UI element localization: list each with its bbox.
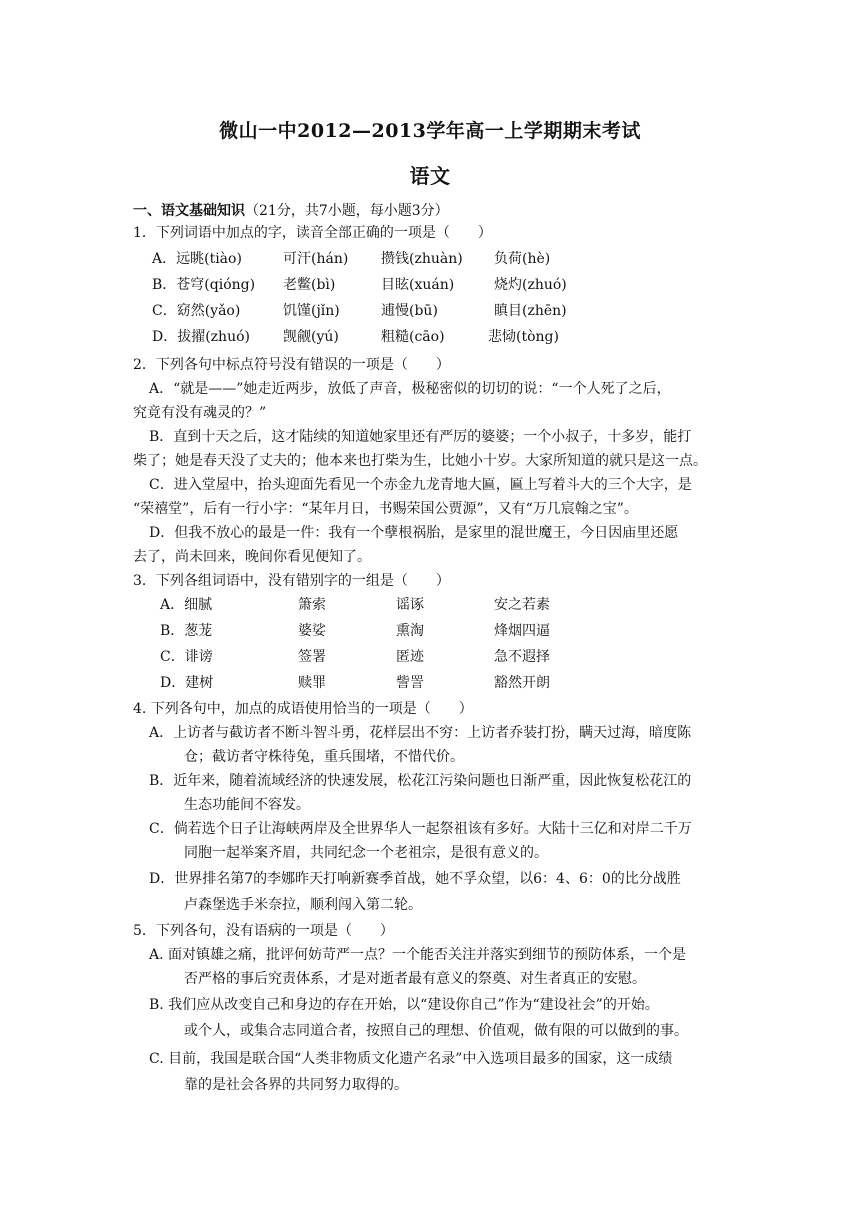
exam-title: 微山一中2012—2013学年高一上学期期末考试 xyxy=(219,120,641,142)
exam-subject: 语文 xyxy=(409,164,451,188)
q3-option-d-2: 赎罪 xyxy=(298,675,326,691)
q4-option-d: D．世界排名第7的李娜昨天打响新赛季首战，她不孚众望，以6：4、6：0的比分战胜 xyxy=(149,871,681,887)
q4-option-b-cont: 生态功能间不容发。 xyxy=(184,797,310,813)
q3-option-d-1: D．建树 xyxy=(160,675,214,691)
q3-option-c-3: 匿迹 xyxy=(396,649,424,665)
question-2-stem: 2．下列各句中标点符号没有错误的一项是（ ） xyxy=(133,357,450,373)
q1-option-d-4: 悲恸(tòng) xyxy=(488,329,559,345)
q1-option-b-4: 烧灼(zhuó) xyxy=(494,277,567,293)
q3-option-b-3: 熏淘 xyxy=(396,623,424,639)
q1-option-d-3: 粗糙(cāo) xyxy=(381,329,445,345)
question-1-stem: 1．下列词语中加点的字，读音全部正确的一项是（ ） xyxy=(133,225,492,241)
q1-option-b-2: 老鳖(bì) xyxy=(283,277,336,293)
q5-option-c: C. 目前，我国是联合国“人类非物质文化遗产名录”中入选项目最多的国家，这一成绩 xyxy=(149,1051,673,1067)
q1-option-c-1: C．窈然(yǎo) xyxy=(152,303,241,319)
q3-option-d-3: 訾詈 xyxy=(396,675,424,691)
q4-option-c-cont: 同胞一起举案齐眉，共同纪念一个老祖宗，是很有意义的。 xyxy=(184,845,548,861)
q3-option-a-3: 谣诼 xyxy=(396,597,424,613)
q1-option-a-1: A．远眺(tiào) xyxy=(152,251,242,267)
q1-option-c-2: 饥馑(jǐn) xyxy=(283,303,340,319)
q3-option-c-1: C．诽谤 xyxy=(160,649,213,665)
q1-option-a-2: 可汗(hán) xyxy=(283,251,349,267)
q2-option-d: D．但我不放心的最是一件：我有一个孽根祸胎，是家里的混世魔王，今日因庙里还愿 xyxy=(149,525,679,541)
q1-option-b-3: 目眩(xuán) xyxy=(381,277,455,293)
q1-option-d-2: 觊觎(yú) xyxy=(283,329,339,345)
q2-option-a-cont: 究竟有没有魂灵的？” xyxy=(133,405,267,421)
q2-option-d-cont: 去了，尚未回来，晚间你看见便知了。 xyxy=(133,549,371,565)
q4-option-d-cont: 卢森堡选手米奈拉，顺利闯入第二轮。 xyxy=(184,897,422,913)
q2-option-c-cont: “荣禧堂”，后有一行小字：“某年月日，书赐荣国公贾源”，又有“万几宸翰之宝”。 xyxy=(133,501,638,517)
q2-option-a: A．“就是——”她走近两步，放低了声音，极秘密似的切切的说：“一个人死了之后， xyxy=(149,381,671,397)
question-4-stem: 4. 下列各句中，加点的成语使用恰当的一项是（ ） xyxy=(133,701,473,717)
q1-option-c-4: 瞋目(zhēn) xyxy=(494,303,567,319)
q5-option-b: B. 我们应从改变自己和身边的存在开始，以“建设你自己”作为“建设社会”的开始。 xyxy=(149,997,659,1013)
section-heading xyxy=(133,202,449,220)
q3-option-a-1: A．细腻 xyxy=(160,597,213,613)
q1-option-a-4: 负荷(hè) xyxy=(494,251,551,267)
q3-option-c-4: 急不遐择 xyxy=(494,649,550,665)
q4-option-a: A．上访者与截访者不断斗智斗勇，花样层出不穷：上访者乔装打扮，瞒天过海，暗度陈 xyxy=(149,725,692,741)
q1-option-b-1: B．苍穹(qióng) xyxy=(152,277,256,293)
q4-option-b: B．近年来，随着流域经济的快速发展，松花江污染问题也日渐严重，因此恢复松花江的 xyxy=(149,773,692,789)
q2-option-c: C．进入堂屋中，抬头迎面先看见一个赤金九龙青地大匾，匾上写着斗大的三个大字，是 xyxy=(149,477,692,493)
question-5-stem: 5．下列各句，没有语病的一项是（ ） xyxy=(133,923,394,939)
q5-option-c-cont: 靠的是社会各界的共同努力取得的。 xyxy=(184,1077,408,1093)
q3-option-b-4: 烽烟四逼 xyxy=(494,623,550,639)
q1-option-d-1: D．拔擢(zhuó) xyxy=(152,329,250,345)
q1-option-a-3: 攒钱(zhuàn) xyxy=(381,251,463,267)
q2-option-b: B．直到十天之后，这才陆续的知道她家里还有严厉的婆婆；一个小叔子，十多岁，能打 xyxy=(149,429,692,445)
q3-option-a-4: 安之若素 xyxy=(494,597,550,613)
q3-option-b-1: B．葱茏 xyxy=(160,623,213,639)
question-3-stem: 3．下列各组词语中，没有错别字的一组是（ ） xyxy=(133,573,450,589)
q5-option-b-cont: 或个人，或集合志同道合者，按照自己的理想、价值观，做有限的可以做到的事。 xyxy=(184,1023,688,1039)
q4-option-c: C．倘若选个日子让海峡两岸及全世界华人一起祭祖该有多好。大陆十三亿和对岸二千万 xyxy=(149,821,692,837)
q3-option-a-2: 箫索 xyxy=(298,597,326,613)
q3-option-b-2: 婆娑 xyxy=(298,623,326,639)
q2-option-b-cont: 柴了；她是春天没了丈夫的；他本来也打柴为生，比她小十岁。大家所知道的就只是这一点。 xyxy=(133,453,707,469)
q4-option-a-cont: 仓；截访者守株待兔，重兵围堵，不惜代价。 xyxy=(184,749,464,765)
q5-option-a-cont: 否严格的事后究责体系，才是对逝者最有意义的祭奠、对生者真正的安慰。 xyxy=(184,971,646,987)
section-heading-text: 一、语文基础知识 xyxy=(133,203,245,219)
q3-option-d-4: 豁然开朗 xyxy=(494,675,550,691)
q5-option-a: A. 面对镇雄之痛，批评何妨苛严一点？一个能否关注并落实到细节的预防体系，一个是 xyxy=(149,947,687,963)
q1-option-c-3: 逋慢(bū) xyxy=(381,303,438,319)
q3-option-c-2: 签署 xyxy=(298,649,326,665)
section-heading-note: （21分，共7小题，每小题3分） xyxy=(245,203,449,219)
